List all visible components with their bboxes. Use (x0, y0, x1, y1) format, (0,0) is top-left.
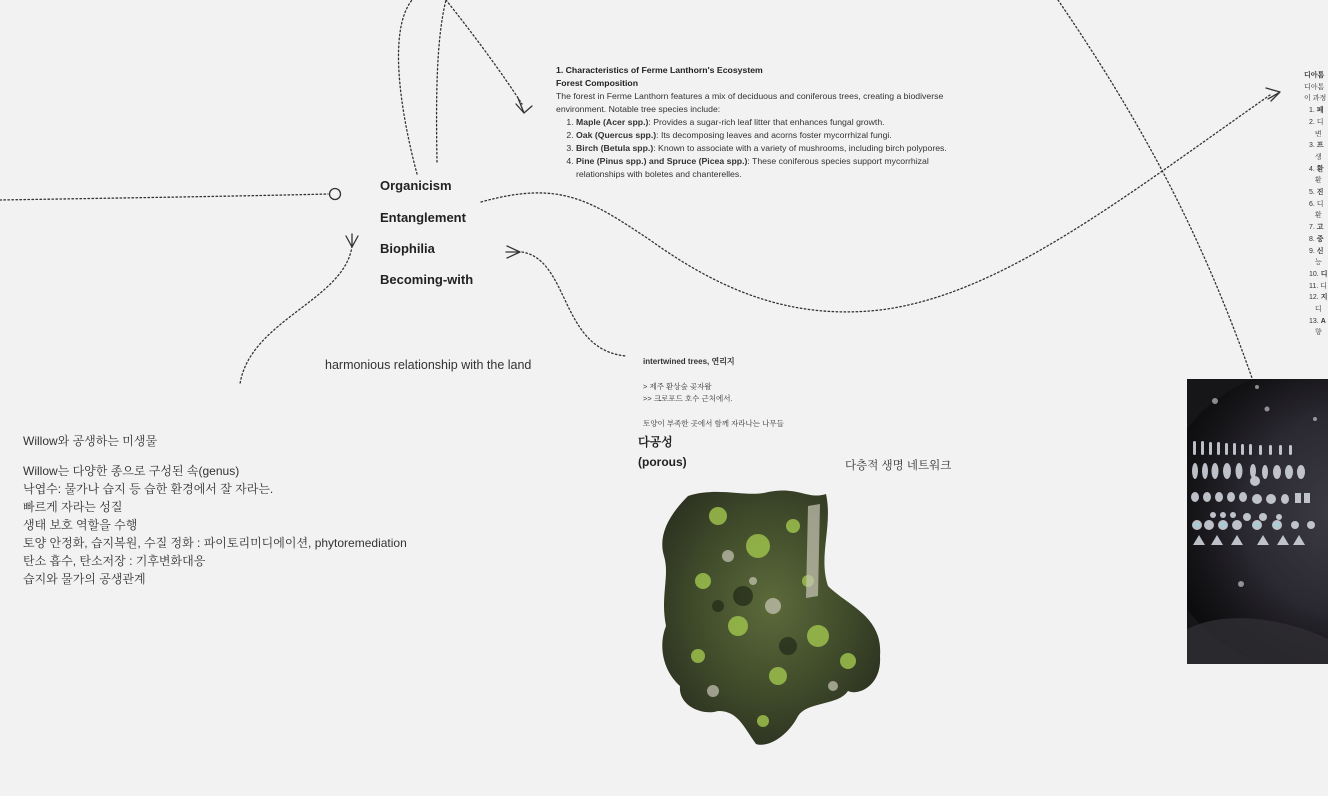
concept-entanglement[interactable]: Entanglement (380, 210, 466, 225)
doc-subheading: Forest Composition (556, 78, 639, 88)
porous-en: (porous) (638, 455, 687, 469)
right-doc-title: 디아톰 (1304, 72, 1325, 79)
right-doc-row: 환 (1314, 177, 1322, 185)
willow-line: 습지와 물가의 공생관계 (23, 572, 146, 586)
intertwined-title: intertwined trees, 연리지 (643, 357, 735, 366)
right-doc-row: 변 (1314, 130, 1322, 138)
right-doc-row: 10. 디 (1309, 270, 1328, 278)
right-doc-row: 9. 신 (1309, 247, 1324, 255)
willow-line: 빠르게 자라는 성질 (23, 500, 123, 514)
arrowhead-doc (516, 98, 532, 113)
connector-loop-up-2 (437, 0, 446, 162)
willow-line: Willow는 다양한 종으로 구성된 속(genus) (23, 464, 240, 478)
intertwined-line: 토양이 부족한 곳에서 함께 자라나는 나무들 (643, 418, 784, 428)
willow-line: 탄소 흡수, 탄소저장 : 기후변화대응 (23, 554, 206, 568)
right-doc-row: 2. 디 (1309, 118, 1324, 126)
right-doc-line: 디아톰 (1304, 83, 1325, 91)
right-doc-row: 환 (1314, 212, 1322, 220)
connector-to-doc (446, 0, 522, 104)
willow-line: 낙엽수: 물가나 습지 등 습한 환경에서 잘 자라는. (23, 482, 274, 496)
willow-notes[interactable] (23, 432, 407, 588)
concept-becoming-with[interactable]: Becoming-with (380, 272, 474, 287)
arrowhead-top-right (1266, 88, 1280, 101)
right-doc-row: 12. 지 (1309, 294, 1328, 302)
connector-biophilia-to-trees (522, 252, 626, 356)
intertwined-trees-note[interactable] (643, 356, 784, 430)
intertwined-line: > 제주 환상숲 곶자왈 (643, 381, 712, 391)
list-item: 2. Oak (Quercus spp.): Its decomposing leaves and acorns foster mycorrhizal fungi. (576, 129, 956, 142)
network-label[interactable]: 다층적 생명 네트워크 (845, 460, 952, 472)
ecosystem-document[interactable] (556, 64, 956, 181)
connector-loop-up (398, 0, 417, 174)
right-doc-line: 이 과정 (1304, 95, 1327, 103)
arrowhead-right (506, 246, 520, 258)
moss-tree-image[interactable] (658, 486, 884, 750)
right-doc-row: 4. 환 (1309, 165, 1324, 173)
right-doc-row: 13. A (1309, 317, 1326, 325)
right-doc-row: 6. 디 (1309, 200, 1324, 208)
porous-label[interactable] (638, 432, 687, 472)
doc-intro: The forest in Ferme Lanthorn features a mix of deciduous and coniferous trees, creating a biodiverse environment. Notable tree species include: (556, 91, 944, 114)
right-doc-row: 향 (1314, 329, 1322, 337)
right-doc-row: 11. 디 (1309, 282, 1327, 290)
porous-ko: 다공성 (638, 435, 673, 449)
concept-organicism[interactable]: Organicism (380, 178, 452, 193)
concept-biophilia[interactable]: Biophilia (380, 241, 435, 256)
right-doc-row: 디 (1314, 306, 1322, 314)
right-doc-row: 생 (1314, 153, 1322, 161)
right-document-fragment[interactable] (1304, 70, 1328, 339)
tree-species-list (556, 116, 956, 181)
connector-top-to-lens (1058, 0, 1252, 378)
right-doc-row: 5. 진 (1309, 189, 1324, 197)
right-doc-row: 8. 중 (1309, 235, 1324, 243)
diatom-microscope-image[interactable] (1187, 379, 1328, 664)
list-item: 3. Birch (Betula spp.): Known to associate with a variety of mushrooms, including birch polypores. (576, 142, 956, 155)
willow-line: 생태 보호 역할을 수행 (23, 518, 138, 532)
list-item: 4. Pine (Pinus spp.) and Spruce (Picea spp.): These coniferous species support mycorrhizal relationships with boletes and chanterelles. (576, 155, 956, 181)
doc-heading: 1. Characteristics of Ferme Lanthorn's Ecosystem (556, 65, 763, 75)
list-item: 1. Maple (Acer spp.): Provides a sugar-rich leaf litter that enhances fungal growth. (576, 116, 956, 129)
right-doc-row: 능 (1314, 259, 1322, 267)
willow-title: Willow와 공생하는 미생물 (23, 434, 158, 448)
right-doc-row: 7. 고 (1309, 224, 1324, 232)
connector-left-to-organicism (0, 194, 328, 200)
right-doc-row: 3. 프 (1309, 142, 1324, 150)
willow-line: 토양 안정화, 습지복원, 수질 정화 : 파이토리미디에이션, phytoremediation (23, 536, 407, 550)
harmonious-label[interactable]: harmonious relationship with the land (325, 358, 532, 372)
arrowhead-down (346, 234, 358, 247)
intertwined-line: >> 크로포드 호수 근처에서. (643, 394, 733, 403)
right-doc-row: 1. 페 (1309, 107, 1324, 115)
connector-start-circle (330, 189, 341, 200)
